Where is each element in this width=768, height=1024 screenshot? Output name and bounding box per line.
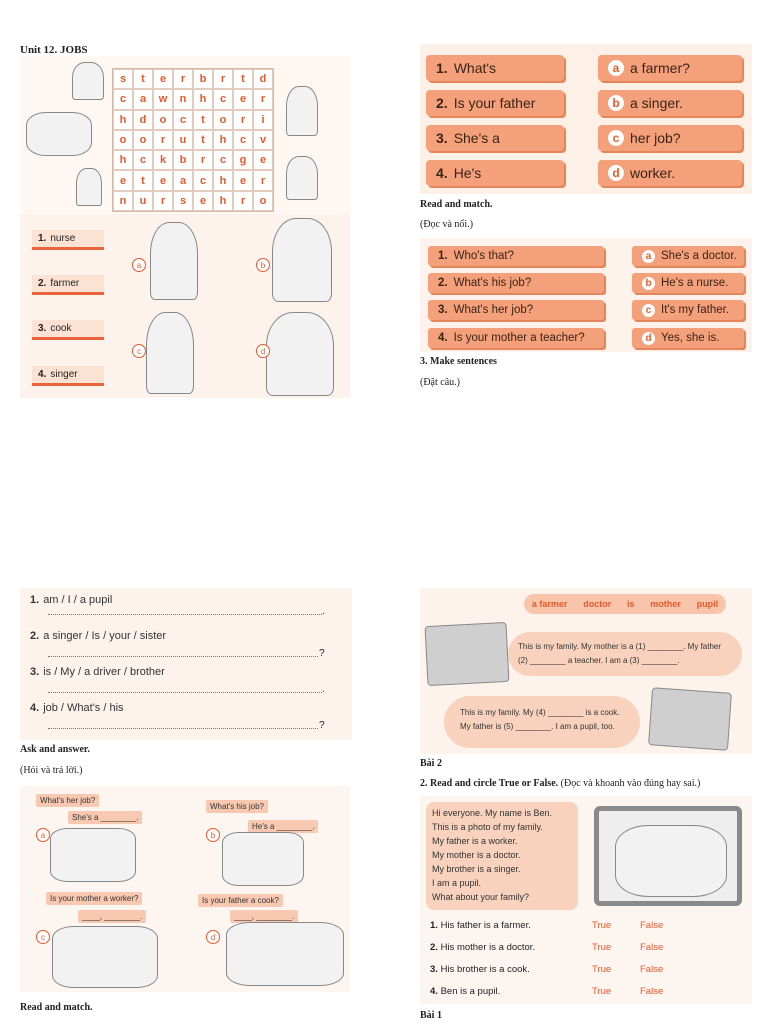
pilot-illustration [72, 62, 104, 100]
bai-2-label: Bài 2 [420, 758, 442, 769]
word-search-cell[interactable]: t [193, 110, 213, 130]
word-search-cell[interactable]: t [133, 69, 153, 89]
word-search-cell[interactable]: t [133, 170, 153, 190]
word-search-cell[interactable]: r [173, 69, 193, 89]
match-top-right-b[interactable]: b a singer. [598, 90, 742, 116]
word-search-cell[interactable]: c [213, 89, 233, 109]
tf-item-2: 2. His mother is a doctor. [430, 942, 536, 953]
word-search-cell[interactable]: s [113, 69, 133, 89]
ben-line: My brother is a singer. [432, 864, 521, 874]
ask-letter-a: a [36, 828, 50, 842]
word-search-cell[interactable]: r [253, 89, 273, 109]
sentence-1: 1. am / I / a pupil [30, 594, 113, 606]
tf-2-true[interactable]: True [592, 942, 612, 953]
job-label-2[interactable]: 2. farmer [32, 275, 104, 295]
tf-1-true[interactable]: True [592, 920, 612, 931]
ben-line: I am a pupil. [432, 878, 482, 888]
taxi-illustration [26, 112, 92, 156]
word-search-cell[interactable]: s [173, 191, 193, 211]
word-search-cell[interactable]: i [253, 110, 273, 130]
tf-item-3: 3. His brother is a cook. [430, 964, 530, 975]
word-bank-item: doctor [583, 599, 612, 609]
match-small-right-d[interactable]: d Yes, she is. [632, 328, 744, 348]
word-search-cell[interactable]: k [153, 150, 173, 170]
word-search-cell[interactable]: r [233, 191, 253, 211]
word-search-cell[interactable]: o [113, 130, 133, 150]
word-search-cell[interactable]: r [233, 110, 253, 130]
match-top-right-a[interactable]: a a farmer? [598, 55, 742, 81]
family-photo-1 [424, 622, 509, 686]
word-search-cell[interactable]: v [253, 130, 273, 150]
word-search-cell[interactable]: h [113, 110, 133, 130]
match-small-left-3[interactable]: 3. What's her job? [428, 300, 604, 320]
bubble-c-question: Is your mother a worker? [46, 892, 142, 905]
ben-line: Hi everyone. My name is Ben. [432, 808, 553, 818]
sentence-2: 2. a singer / Is / your / sister [30, 630, 167, 642]
word-search-cell[interactable]: e [113, 170, 133, 190]
word-bank-item: a farmer [531, 599, 568, 609]
word-search-cell[interactable]: o [253, 191, 273, 211]
read-match-bottom: Read and match. [20, 1002, 93, 1013]
sentence-3-end: . [322, 684, 325, 695]
read-match-subtitle: (Đọc và nối.) [420, 219, 474, 230]
word-bank [524, 594, 726, 614]
word-search-cell[interactable]: e [253, 150, 273, 170]
family-text-1[interactable]: This is my family. My mother is a (1) ________. My father (2) ________ a teacher. I am a (3) ________. [508, 632, 742, 676]
word-search-cell[interactable]: r [253, 170, 273, 190]
word-search-cell[interactable]: e [233, 170, 253, 190]
singer-illustration [150, 222, 198, 300]
ask-picture-a [50, 828, 136, 882]
unit-title: Unit 12. JOBS [20, 44, 88, 56]
word-bank-item: pupil [696, 599, 719, 609]
word-search-cell[interactable]: c [113, 89, 133, 109]
tf-1-false[interactable]: False [640, 920, 664, 931]
family-illustration [615, 825, 727, 897]
sentence-3-answer-line[interactable] [48, 692, 322, 693]
word-search-cell[interactable]: a [133, 89, 153, 109]
bubble-b-answer[interactable]: He's a ________. [248, 820, 318, 833]
tf-item-1: 1. His father is a farmer. [430, 920, 531, 931]
word-search-cell[interactable]: a [173, 170, 193, 190]
match-top-left-4[interactable]: 4. He's [426, 160, 564, 186]
tf-3-false[interactable]: False [640, 964, 664, 975]
bai-1-label: Bài 1 [420, 1010, 442, 1021]
job-label-1[interactable]: 1. nurse [32, 230, 104, 250]
word-search-cell[interactable]: o [133, 130, 153, 150]
word-search-cell[interactable]: e [153, 69, 173, 89]
word-search-cell[interactable]: r [153, 191, 173, 211]
word-search-cell[interactable]: c [213, 150, 233, 170]
word-search-cell[interactable]: h [213, 191, 233, 211]
tf-item-4: 4. Ben is a pupil. [430, 986, 501, 997]
match-top-right-c[interactable]: c her job? [598, 125, 742, 151]
word-search-cell[interactable]: e [233, 89, 253, 109]
word-search-grid [112, 68, 274, 212]
picture-letter-c: c [132, 344, 146, 358]
word-search-cell[interactable]: r [153, 130, 173, 150]
word-search-cell[interactable]: b [173, 150, 193, 170]
word-search-cell[interactable]: o [153, 110, 173, 130]
picture-letter-b: b [256, 258, 270, 272]
ben-text-box [426, 802, 578, 910]
bubble-a-question: What's her job? [36, 794, 99, 807]
nurse-picture [146, 312, 194, 394]
tf-2-false[interactable]: False [640, 942, 664, 953]
picture-letter-a: a [132, 258, 146, 272]
ask-answer-title: Ask and answer. [20, 744, 90, 755]
match-top-left-3[interactable]: 3. She's a [426, 125, 564, 151]
word-search-cell[interactable]: d [253, 69, 273, 89]
doctor-illustration [76, 168, 102, 206]
ben-family-photo [594, 806, 742, 906]
word-search-cell[interactable]: t [193, 130, 213, 150]
match-small-left-2[interactable]: 2. What's his job? [428, 273, 604, 293]
sentence-4-answer-line[interactable] [48, 728, 318, 729]
nurse-illustration [286, 86, 318, 136]
sentence-2-answer-line[interactable] [48, 656, 318, 657]
ask-picture-c [52, 926, 158, 988]
sentence-1-answer-line[interactable] [48, 614, 322, 615]
word-search-cell[interactable]: u [133, 191, 153, 211]
tf-4-false[interactable]: False [640, 986, 664, 997]
farmer-illustration [266, 312, 334, 396]
tf-4-true[interactable]: True [592, 986, 612, 997]
word-search-cell[interactable]: w [153, 89, 173, 109]
word-bank-item: is [626, 599, 635, 609]
word-search-cell[interactable]: n [113, 191, 133, 211]
sentence-4-end: ? [319, 720, 325, 731]
read-match-title: Read and match. [420, 199, 493, 210]
match-small-right-b[interactable]: b He's a nurse. [632, 273, 744, 293]
ben-line: My father is a worker. [432, 836, 518, 846]
sentence-4: 4. job / What's / his [30, 702, 124, 714]
word-search-cell[interactable]: e [193, 191, 213, 211]
make-sentences-title: 3. Make sentences [420, 356, 497, 367]
ask-letter-b: b [206, 828, 220, 842]
match-top-left-1[interactable]: 1. What's [426, 55, 564, 81]
ask-picture-d [226, 922, 344, 986]
word-search-cell[interactable]: n [173, 89, 193, 109]
match-small-left-4[interactable]: 4. Is your mother a teacher? [428, 328, 604, 348]
ask-picture-b [222, 832, 304, 886]
word-search-cell[interactable]: h [113, 150, 133, 170]
family-text-2[interactable]: This is my family. My (4) ________ is a cook. My father is (5) ________. I am a pupil, too. [444, 696, 640, 748]
word-search-cell[interactable]: o [213, 110, 233, 130]
word-search-cell[interactable]: c [193, 170, 213, 190]
word-search-cell[interactable]: c [233, 130, 253, 150]
bubble-d-question: Is your father a cook? [198, 894, 283, 907]
word-search-cell[interactable]: d [133, 110, 153, 130]
picture-letter-d: d [256, 344, 270, 358]
word-search-cell[interactable]: e [153, 170, 173, 190]
word-search-cell[interactable]: c [133, 150, 153, 170]
circle-title-line: 2. Read and circle True or False. (Đọc và khoanh vào đúng hay sai.) [420, 778, 701, 789]
bubble-a-answer[interactable]: She's a ________. [68, 811, 142, 824]
word-search-cell[interactable]: c [173, 110, 193, 130]
sentence-3: 3. is / My / a driver / brother [30, 666, 165, 678]
word-search-cell[interactable]: u [173, 130, 193, 150]
family-photo-2 [648, 687, 732, 750]
ben-line: My mother is a doctor. [432, 850, 521, 860]
word-search-cell[interactable]: h [213, 130, 233, 150]
ask-letter-d: d [206, 930, 220, 944]
bubble-d-answer[interactable]: ____, ________. [230, 910, 298, 923]
sentence-1-end: . [322, 606, 325, 617]
match-small-right-a[interactable]: a She's a doctor. [632, 246, 744, 266]
match-small-right-c[interactable]: c It's my father. [632, 300, 744, 320]
word-search-cell[interactable]: b [193, 69, 213, 89]
bubble-c-answer[interactable]: ____, ________. [78, 910, 146, 923]
word-search-cell[interactable]: r [193, 150, 213, 170]
ben-line: This is a photo of my family. [432, 822, 543, 832]
word-search-cell[interactable]: r [213, 69, 233, 89]
match-top-right-d[interactable]: d worker. [598, 160, 742, 186]
match-top-left-2[interactable]: 2. Is your father [426, 90, 564, 116]
job-label-3[interactable]: 3. cook [32, 320, 104, 340]
word-search-cell[interactable]: g [233, 150, 253, 170]
word-search-cell[interactable]: t [233, 69, 253, 89]
match-small-left-1[interactable]: 1. Who's that? [428, 246, 604, 266]
make-sentences-subtitle: (Đặt câu.) [420, 377, 460, 388]
tf-3-true[interactable]: True [592, 964, 612, 975]
sentences-panel [20, 588, 352, 740]
ben-line: What about your family? [432, 892, 530, 902]
ask-answer-subtitle: (Hỏi và trả lời.) [20, 765, 83, 776]
sentence-2-end: ? [319, 648, 325, 659]
word-search-cell[interactable]: h [193, 89, 213, 109]
ask-letter-c: c [36, 930, 50, 944]
job-label-4[interactable]: 4. singer [32, 366, 104, 386]
cook-illustration [272, 218, 332, 302]
man-illustration [286, 156, 318, 200]
word-bank-item: mother [650, 599, 681, 609]
word-search-cell[interactable]: h [213, 170, 233, 190]
bubble-b-question: What's his job? [206, 800, 268, 813]
